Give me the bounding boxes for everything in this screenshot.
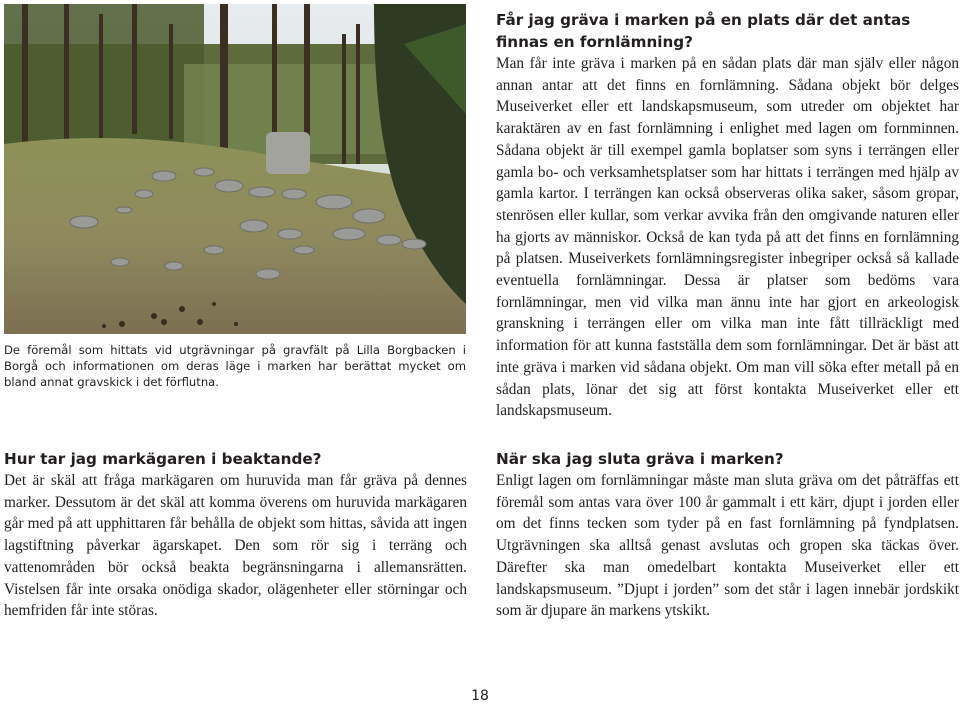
- heading-when-to-stop: När ska jag sluta gräva i marken?: [496, 450, 784, 468]
- page-number: 18: [471, 688, 489, 704]
- paragraph-landowner: Det är skäl att fråga markägaren om huruvida man får gräva på dennes marker. Dessutom är det skäl att komma överens om huruvida markägaren går med på att upphittaren får behålla de objekt som hittas, såvida att ingen lagstiftning påverkar ägarskapet. Den som rör sig i terräng och vattenområden bör också beakta begränsningarna i allemansrätten. Vistelsen får inte orsaka onödiga skador, olägenheter eller störningar och hemfriden får inte störas.: [4, 472, 467, 620]
- heading-dig-at-ancient-site: Får jag gräva i marken på en plats där det antas finnas en fornlämning?: [496, 11, 911, 51]
- grave-field-photo: [4, 4, 466, 334]
- heading-landowner: Hur tar jag markägaren i beaktande?: [4, 450, 322, 468]
- paragraph-when-to-stop: Enligt lagen om fornlämningar måste man sluta gräva om det påträffas ett föremål som antas vara över 100 år gammalt i ett kärr, djupt i jorden eller om det finns tecken som tyder på en fast fornlämning på fyndplatsen. Utgrävningen ska alltså genast avslutas och gropen ska täckas över. Därefter ska man omedelbart kontakta Museiverket eller ett landskapsmuseum. ”Djupt i jorden” som det står i lagen innebär jordskikt som är djupare än markens ytskikt.: [496, 472, 959, 620]
- paragraph-dig-at-ancient-site: Man får inte gräva i marken på en sådan plats där man själv eller någon annan antar att det finns en fornlämning. Sådana objekt bör delges Museiverket eller ett landskapsmuseum, som utreder om objektet har karaktären av en fast fornlämning i enlighet med lagen om fornminnen. Sådana objekt är till exempel gamla boplatser som syns i terrängen eller gamla bo- och verksamhetsplatser som har hittats i terrängen med hjälp av gamla kartor. I terrängen kan också observeras olika saker, såsom gropar, stenrösen eller kullar, som verkar avvika från den omgivande naturen eller ha gjorts av människor. Också de kan tyda på att det finns en fornlämning på platsen. Museiverkets fornlämningsregister inbegriper också så kallade eventuella fornlämningar. Dessa är platser som bedöms vara fornlämningar, men vid vilka man ännu inte har gjort en arkeologisk granskning i terrängen eller om vilka man inte fått tillräckligt med information för att kunna fastställa dem som fornlämningar. Det är bäst att inte gräva i marken vid sådana objekt. Om man vill söka efter metall på en sådan plats, lönar det sig att först kontakta Museiverket eller ett landskapsmuseum.: [496, 55, 959, 420]
- photo-caption: De föremål som hittats vid utgrävningar på gravfält på Lilla Borgbacken i Borgå och informationen om deras läge i marken har berättat mycket om bland annat gravskick i det förflutna.: [4, 343, 466, 390]
